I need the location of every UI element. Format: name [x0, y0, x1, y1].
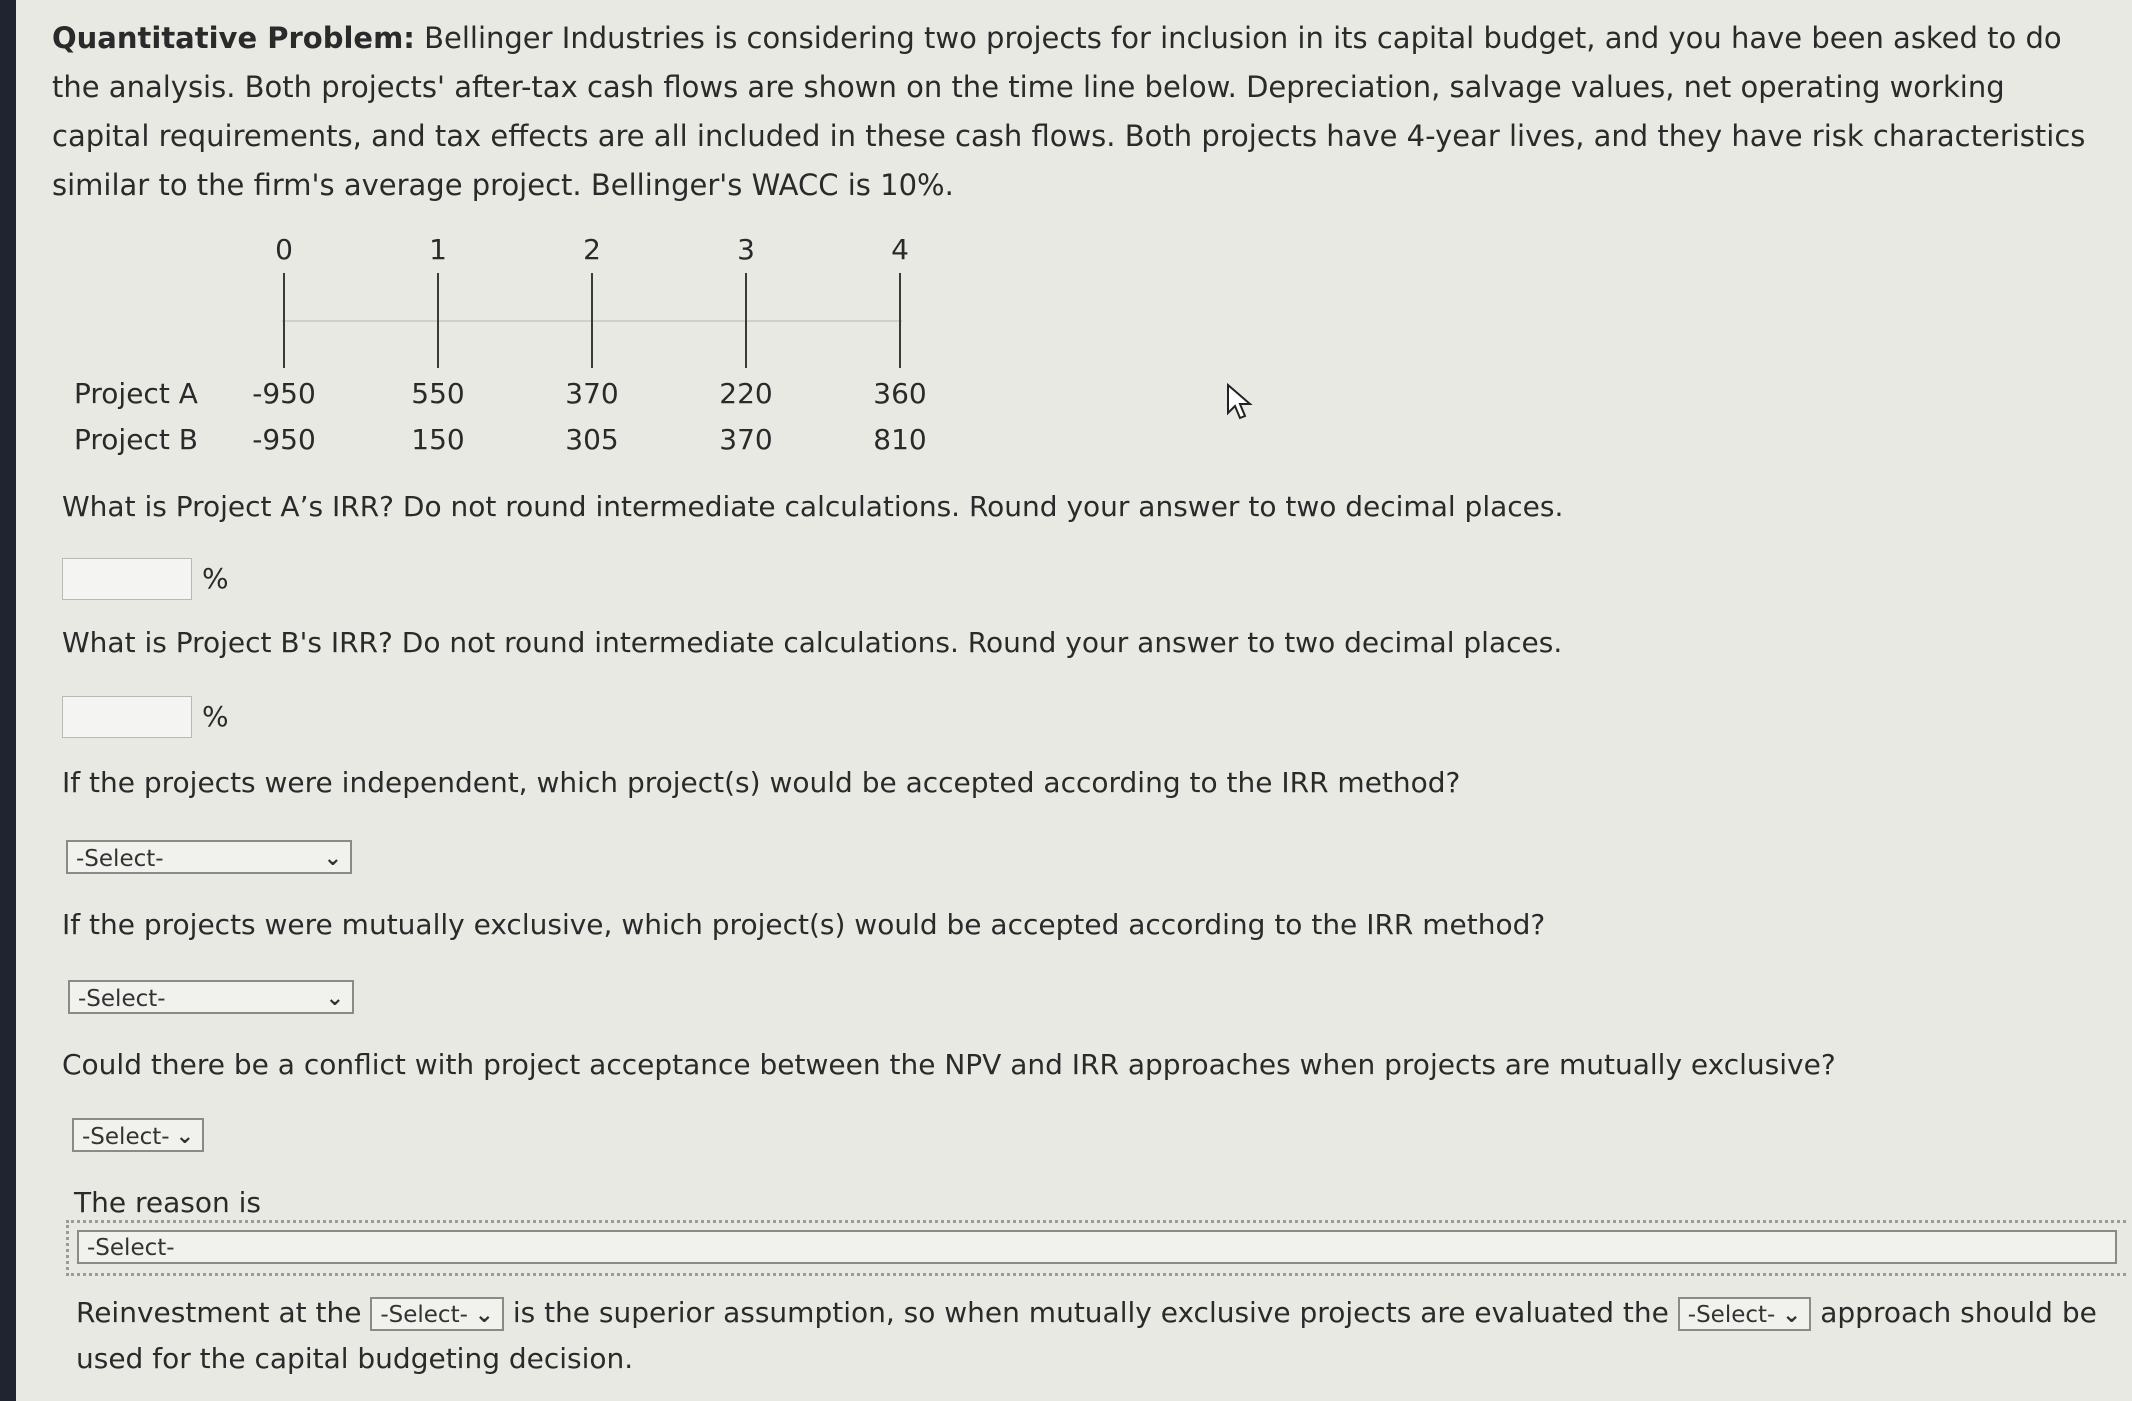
- project-b-label: Project B: [74, 423, 198, 456]
- question-project-b-irr: What is Project B's IRR? Do not round intermediate calculations. Round your answer to two decimal places.: [62, 626, 1563, 659]
- independent-select[interactable]: [66, 840, 352, 874]
- period-2-label: 2: [583, 233, 601, 266]
- independent-select-value: -Select-: [76, 846, 164, 872]
- chevron-down-icon: ⌄: [474, 1302, 494, 1328]
- chevron-down-icon: ⌄: [175, 1124, 194, 1149]
- period-4-label: 4: [891, 233, 909, 266]
- reinvestment-text-2: is the superior assumption, so when mutually exclusive projects are evaluated the: [512, 1296, 1669, 1329]
- project-a-label: Project A: [74, 377, 198, 410]
- project-a-cf-2: 370: [565, 377, 619, 410]
- project-a-cf-0: -950: [252, 377, 316, 410]
- screen-edge: [0, 0, 16, 1401]
- reinvestment-statement: [76, 1290, 2132, 1382]
- period-4-tick: [899, 273, 901, 368]
- reinvestment-rate-select-value: -Select-: [380, 1302, 468, 1328]
- conflict-select-value: -Select-: [82, 1124, 170, 1150]
- reinvestment-text-1: Reinvestment at the: [76, 1296, 362, 1329]
- question-project-a-irr: What is Project A’s IRR? Do not round intermediate calculations. Round your answer to two decimal places.: [62, 490, 1564, 523]
- reason-select[interactable]: [77, 1230, 2117, 1264]
- mutually-exclusive-select-value: -Select-: [78, 986, 166, 1012]
- question-mutually-exclusive: If the projects were mutually exclusive, which project(s) would be accepted according to the IRR method?: [62, 908, 1546, 941]
- project-a-cf-3: 220: [719, 377, 773, 410]
- approach-select-value: -Select-: [1687, 1302, 1776, 1328]
- reason-select-value: -Select-: [87, 1235, 175, 1261]
- question-independent: If the projects were independent, which project(s) would be accepted according to the IRR method?: [62, 766, 1461, 799]
- project-a-cf-1: 550: [411, 377, 465, 410]
- project-b-cf-2: 305: [565, 423, 619, 456]
- chevron-down-icon: ⌄: [323, 846, 342, 871]
- period-1-tick: [437, 273, 439, 368]
- reason-container: [66, 1220, 2126, 1276]
- chevron-down-icon: ⌄: [1782, 1302, 1802, 1328]
- mutually-exclusive-select[interactable]: [68, 980, 354, 1014]
- problem-text: Bellinger Industries is considering two projects for inclusion in its capital budget, and you have been asked to do the analysis. Both projects' after-tax cash flows are shown on the time line below. Depreciation, salvage values, net operating working capital requirements, and tax effects are all included in these cash flows. Both projects have 4-year lives, and they have risk characteristics similar to the firm's average project. Bellinger's WACC is 10%.: [52, 21, 2086, 202]
- reinvestment-rate-select[interactable]: [370, 1297, 504, 1331]
- mouse-cursor-icon: [1226, 383, 1256, 423]
- project-b-cf-3: 370: [719, 423, 773, 456]
- period-0-label: 0: [275, 233, 293, 266]
- approach-select[interactable]: [1678, 1297, 1812, 1331]
- problem-label: Quantitative Problem:: [52, 21, 415, 55]
- cash-flow-timeline: [52, 225, 1052, 465]
- conflict-select[interactable]: [72, 1118, 204, 1152]
- project-a-irr-input[interactable]: [62, 558, 192, 600]
- project-b-irr-input[interactable]: [62, 696, 192, 738]
- project-b-cf-0: -950: [252, 423, 316, 456]
- project-a-cf-4: 360: [873, 377, 927, 410]
- period-1-label: 1: [429, 233, 447, 266]
- project-b-cf-1: 150: [411, 423, 465, 456]
- period-3-tick: [745, 273, 747, 368]
- question-conflict: Could there be a conflict with project acceptance between the NPV and IRR approaches when projects are mutually exclusive?: [62, 1048, 1836, 1081]
- period-2-tick: [591, 273, 593, 368]
- chevron-down-icon: ⌄: [325, 986, 344, 1011]
- period-3-label: 3: [737, 233, 755, 266]
- reason-label: The reason is: [74, 1186, 261, 1219]
- problem-statement: [52, 14, 2092, 210]
- period-0-tick: [283, 273, 285, 368]
- reinvestment-text-3: approach should be used for the capital budgeting decision.: [76, 1296, 2097, 1375]
- project-a-percent-sign: %: [202, 562, 229, 595]
- project-b-percent-sign: %: [202, 700, 229, 733]
- project-b-cf-4: 810: [873, 423, 927, 456]
